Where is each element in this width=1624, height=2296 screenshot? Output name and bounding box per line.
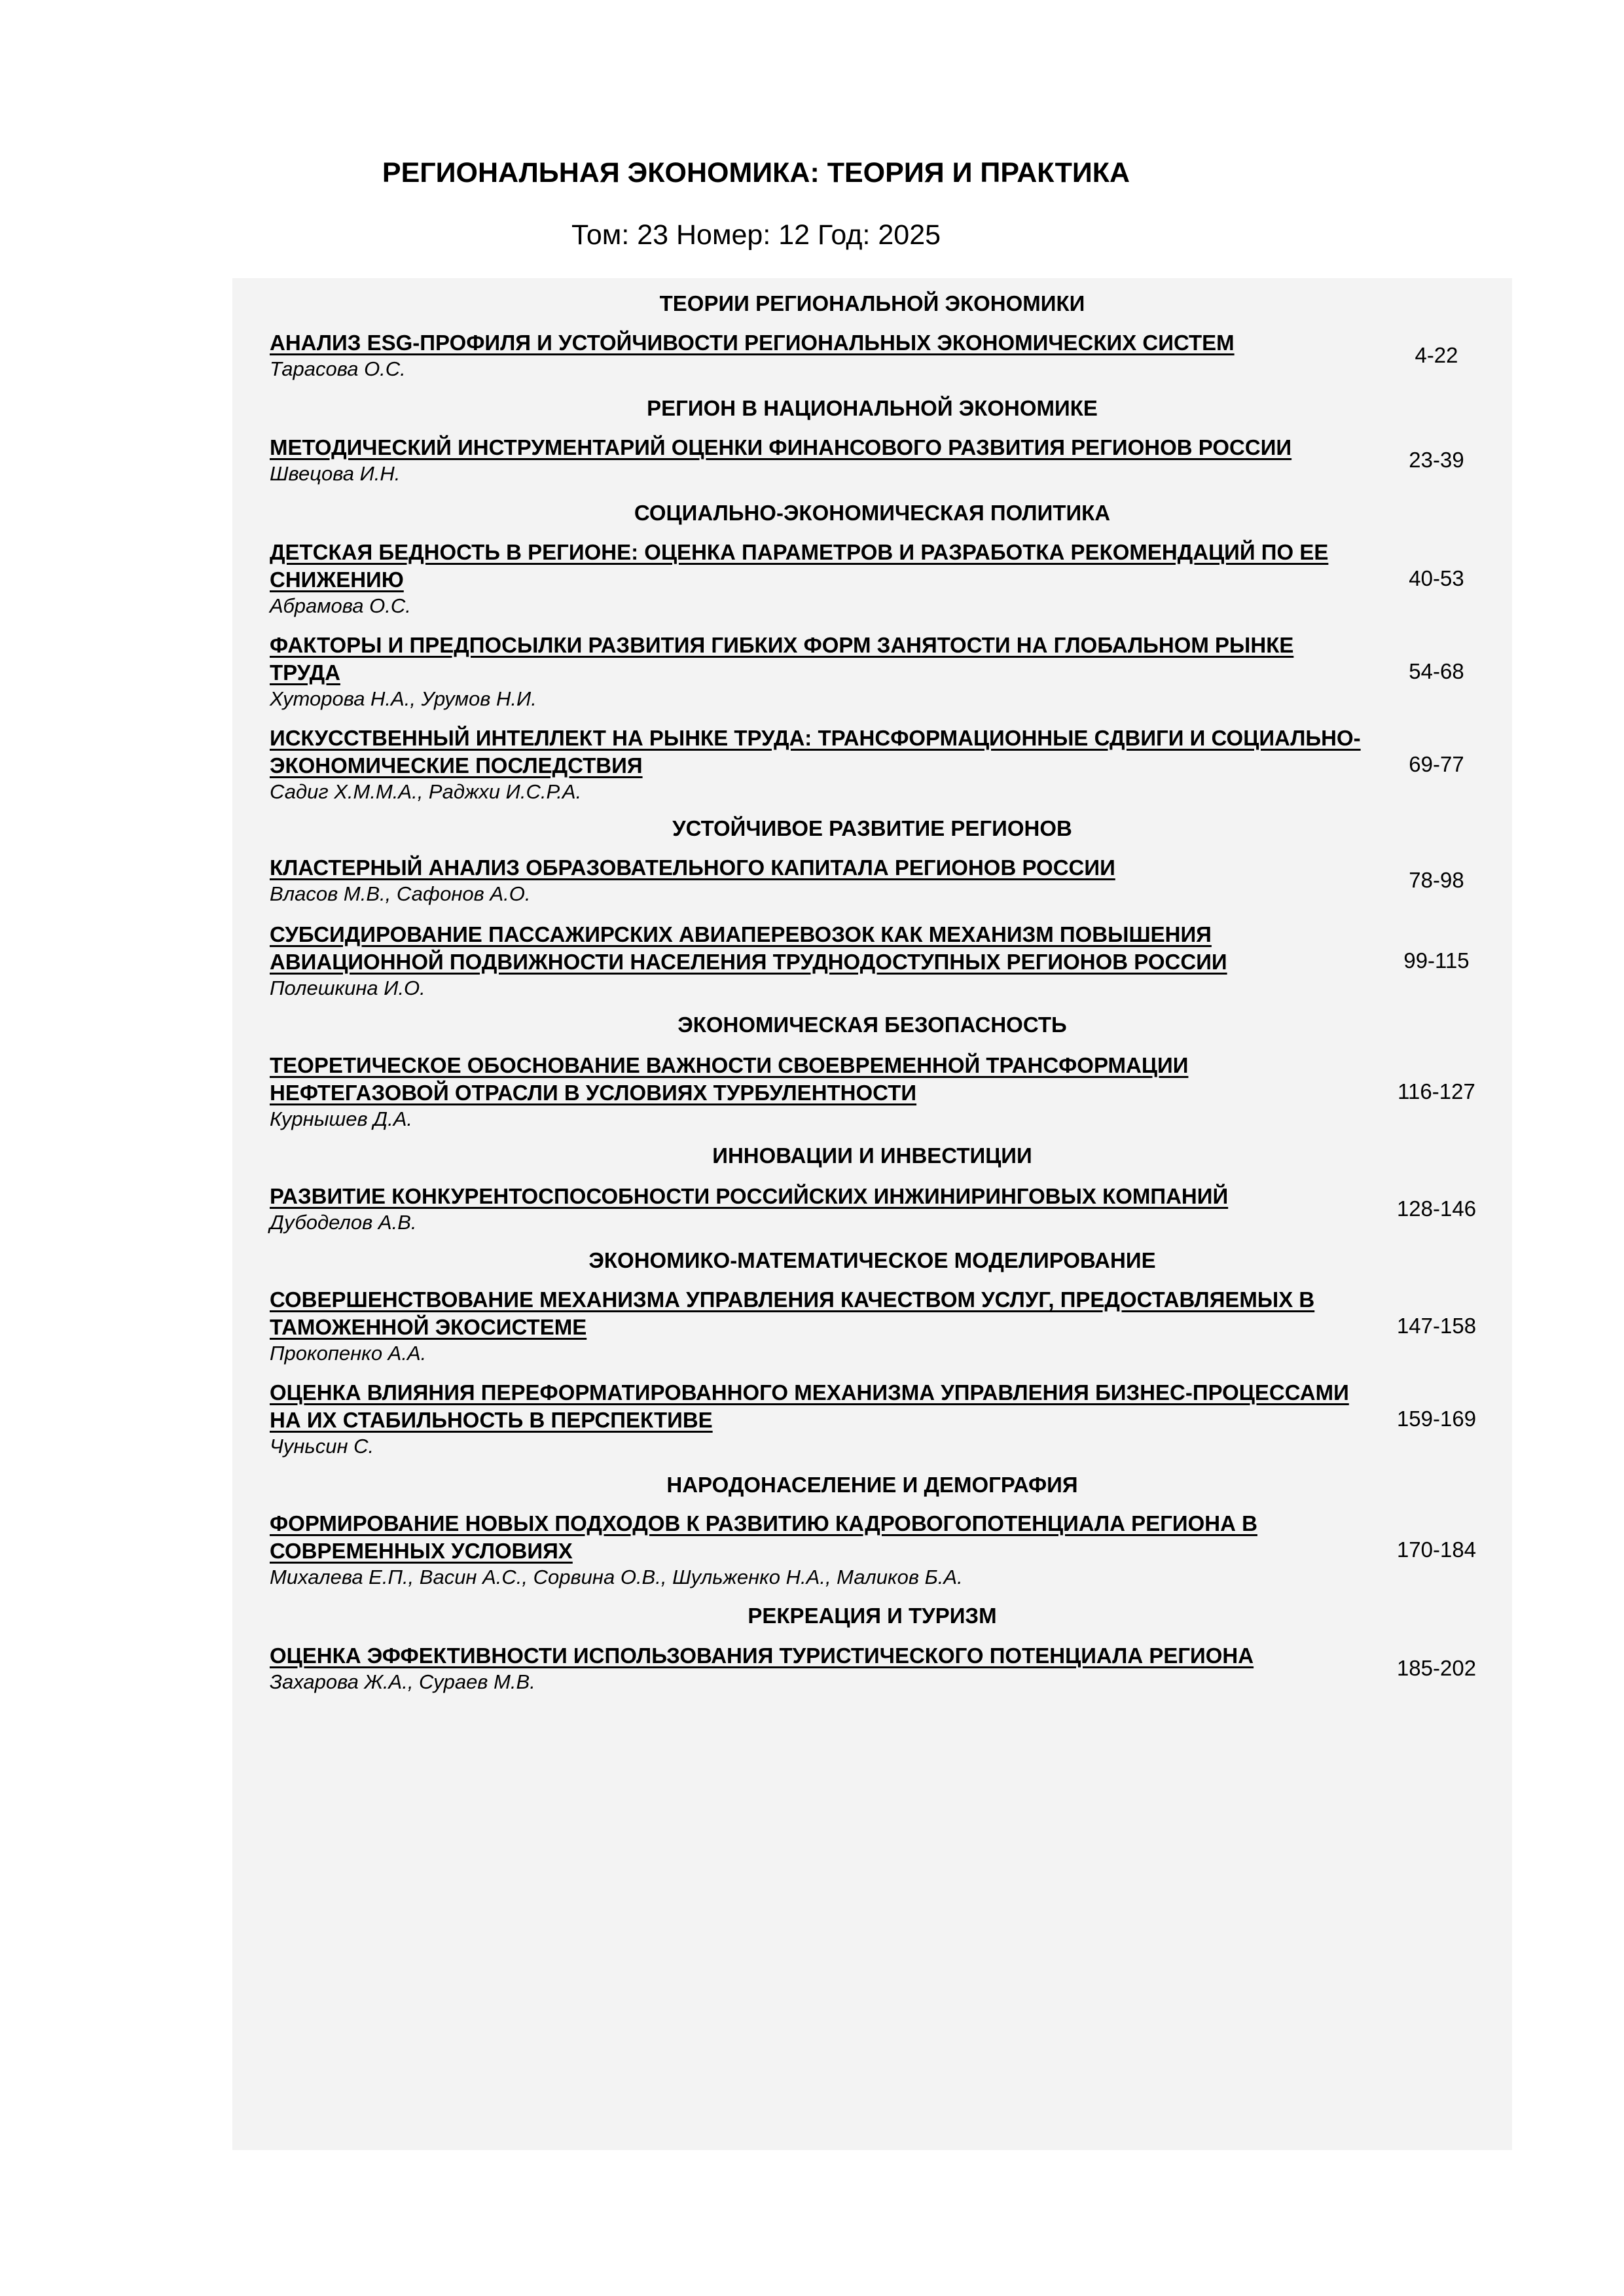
article-title-link[interactable]: АНАЛИЗ ESG-ПРОФИЛЯ И УСТОЙЧИВОСТИ РЕГИОНАЛЬНЫХ ЭКОНОМИЧЕСКИХ СИСТЕМ bbox=[270, 331, 1235, 355]
article-pages: 4-22 bbox=[1415, 343, 1458, 367]
article-title-link[interactable]: ОЦЕНКА ЭФФЕКТИВНОСТИ ИСПОЛЬЗОВАНИЯ ТУРИСТИЧЕСКОГО ПОТЕНЦИАЛА РЕГИОНА bbox=[270, 1643, 1254, 1668]
article-authors: Чуньсин С. bbox=[270, 1435, 374, 1458]
table-of-contents bbox=[232, 278, 1512, 2150]
article-entry bbox=[270, 1379, 1530, 1459]
article-entry bbox=[270, 854, 1530, 906]
article-pages: 78-98 bbox=[1409, 868, 1464, 892]
article-authors: Прокопенко А.А. bbox=[270, 1342, 427, 1365]
section-heading: УСТОЙЧИВОЕ РАЗВИТИЕ РЕГИОНОВ bbox=[672, 816, 1072, 840]
article-authors: Власов М.В., Сафонов А.О. bbox=[270, 882, 531, 905]
article-entry bbox=[270, 921, 1530, 1001]
article-authors: Хуторова Н.А., Урумов Н.И. bbox=[270, 687, 537, 710]
article-entry bbox=[270, 725, 1530, 804]
article-title-link[interactable]: СОВЕРШЕНСТВОВАНИЕ МЕХАНИЗМА УПРАВЛЕНИЯ КАЧЕСТВОМ УСЛУГ, ПРЕДОСТАВЛЯЕМЫХ В ТАМОЖЕННОЙ ЭКОСИСТЕМЕ bbox=[270, 1287, 1315, 1339]
article-authors: Абрамова О.С. bbox=[270, 594, 411, 617]
section-heading: СОЦИАЛЬНО-ЭКОНОМИЧЕСКАЯ ПОЛИТИКА bbox=[634, 501, 1111, 525]
article-title-link[interactable]: ТЕОРЕТИЧЕСКОЕ ОБОСНОВАНИЕ ВАЖНОСТИ СВОЕВРЕМЕННОЙ ТРАНСФОРМАЦИИ НЕФТЕГАЗОВОЙ ОТРАСЛИ В УСЛОВИЯХ ТУРБУЛЕНТНОСТИ bbox=[270, 1053, 1189, 1105]
article-pages: 170-184 bbox=[1396, 1537, 1477, 1562]
section-heading: ЭКОНОМИЧЕСКАЯ БЕЗОПАСНОСТЬ bbox=[677, 1013, 1067, 1037]
article-pages: 69-77 bbox=[1409, 752, 1464, 776]
article-title-link[interactable]: ОЦЕНКА ВЛИЯНИЯ ПЕРЕФОРМАТИРОВАННОГО МЕХАНИЗМА УПРАВЛЕНИЯ БИЗНЕС-ПРОЦЕССАМИ НА ИХ СТАБИЛЬНОСТЬ В ПЕРСПЕКТИВЕ bbox=[270, 1380, 1349, 1432]
article-entry bbox=[270, 434, 1530, 486]
section-heading: ТЕОРИИ РЕГИОНАЛЬНОЙ ЭКОНОМИКИ bbox=[659, 291, 1085, 315]
article-authors: Тарасова О.С. bbox=[270, 357, 406, 380]
article-title-link[interactable]: МЕТОДИЧЕСКИЙ ИНСТРУМЕНТАРИЙ ОЦЕНКИ ФИНАНСОВОГО РАЗВИТИЯ РЕГИОНОВ РОССИИ bbox=[270, 435, 1292, 459]
article-entry bbox=[270, 1642, 1530, 1695]
article-entry bbox=[270, 1183, 1530, 1235]
article-title-link[interactable]: ИСКУССТВЕННЫЙ ИНТЕЛЛЕКТ НА РЫНКЕ ТРУДА: ТРАНСФОРМАЦИОННЫЕ СДВИГИ И СОЦИАЛЬНО-ЭКОНОМИЧЕСКИЕ ПОСЛЕДСТВИЯ bbox=[270, 726, 1361, 778]
article-title-link[interactable]: РАЗВИТИЕ КОНКУРЕНТОСПОСОБНОСТИ РОССИЙСКИХ ИНЖИНИРИНГОВЫХ КОМПАНИЙ bbox=[270, 1184, 1229, 1208]
article-pages: 54-68 bbox=[1409, 659, 1464, 683]
article-authors: Полешкина И.О. bbox=[270, 977, 425, 999]
issue-line: Том: 23 Номер: 12 Год: 2025 bbox=[571, 219, 941, 251]
article-authors: Михалева Е.П., Васин А.С., Сорвина О.В., Шульженко Н.А., Маликов Б.А. bbox=[270, 1566, 963, 1588]
article-entry bbox=[270, 632, 1530, 711]
article-title-link[interactable]: СУБСИДИРОВАНИЕ ПАССАЖИРСКИХ АВИАПЕРЕВОЗОК КАК МЕХАНИЗМ ПОВЫШЕНИЯ АВИАЦИОННОЙ ПОДВИЖНОСТИ НАСЕЛЕНИЯ ТРУДНОДОСТУПНЫХ РЕГИОНОВ РОССИИ bbox=[270, 922, 1227, 974]
section-heading: ИННОВАЦИИ И ИНВЕСТИЦИИ bbox=[712, 1143, 1032, 1168]
article-title-link[interactable]: КЛАСТЕРНЫЙ АНАЛИЗ ОБРАЗОВАТЕЛЬНОГО КАПИТАЛА РЕГИОНОВ РОССИИ bbox=[270, 855, 1115, 880]
article-entry bbox=[270, 1510, 1530, 1590]
article-entry bbox=[270, 1286, 1530, 1366]
article-authors: Захарова Ж.А., Сураев М.В. bbox=[270, 1670, 535, 1693]
article-title-link[interactable]: ДЕТСКАЯ БЕДНОСТЬ В РЕГИОНЕ: ОЦЕНКА ПАРАМЕТРОВ И РАЗРАБОТКА РЕКОМЕНДАЦИЙ ПО ЕЕ СНИЖЕНИЮ bbox=[270, 540, 1329, 592]
article-title-link[interactable]: ФОРМИРОВАНИЕ НОВЫХ ПОДХОДОВ К РАЗВИТИЮ КАДРОВОГОПОТЕНЦИАЛА РЕГИОНА В СОВРЕМЕННЫХ УСЛОВИЯХ bbox=[270, 1511, 1257, 1563]
article-pages: 23-39 bbox=[1409, 448, 1464, 472]
article-pages: 116-127 bbox=[1398, 1079, 1475, 1103]
article-pages: 147-158 bbox=[1396, 1314, 1477, 1338]
section-heading: РЕКРЕАЦИЯ И ТУРИЗМ bbox=[748, 1604, 997, 1628]
article-authors: Дубоделов А.В. bbox=[270, 1211, 417, 1234]
article-pages: 99-115 bbox=[1403, 948, 1470, 973]
article-authors: Курнышев Д.А. bbox=[270, 1107, 413, 1130]
article-entry bbox=[270, 329, 1530, 382]
section-heading: РЕГИОН В НАЦИОНАЛЬНОЙ ЭКОНОМИКЕ bbox=[647, 396, 1098, 420]
article-authors: Швецова И.Н. bbox=[270, 462, 401, 485]
article-pages: 128-146 bbox=[1396, 1196, 1477, 1221]
article-title-link[interactable]: ФАКТОРЫ И ПРЕДПОСЫЛКИ РАЗВИТИЯ ГИБКИХ ФОРМ ЗАНЯТОСТИ НА ГЛОБАЛЬНОМ РЫНКЕ ТРУДА bbox=[270, 633, 1294, 685]
article-pages: 159-169 bbox=[1396, 1407, 1477, 1431]
article-authors: Садиг Х.М.М.А., Раджхи И.С.Р.А. bbox=[270, 780, 582, 803]
journal-title: РЕГИОНАЛЬНАЯ ЭКОНОМИКА: ТЕОРИЯ И ПРАКТИКА bbox=[382, 157, 1130, 188]
article-pages: 185-202 bbox=[1396, 1656, 1477, 1680]
article-pages: 40-53 bbox=[1409, 566, 1464, 590]
article-entry bbox=[270, 539, 1530, 619]
section-heading: НАРОДОНАСЕЛЕНИЕ И ДЕМОГРАФИЯ bbox=[666, 1473, 1078, 1497]
article-entry bbox=[270, 1052, 1530, 1132]
section-heading: ЭКОНОМИКО-МАТЕМАТИЧЕСКОЕ МОДЕЛИРОВАНИЕ bbox=[588, 1248, 1156, 1272]
